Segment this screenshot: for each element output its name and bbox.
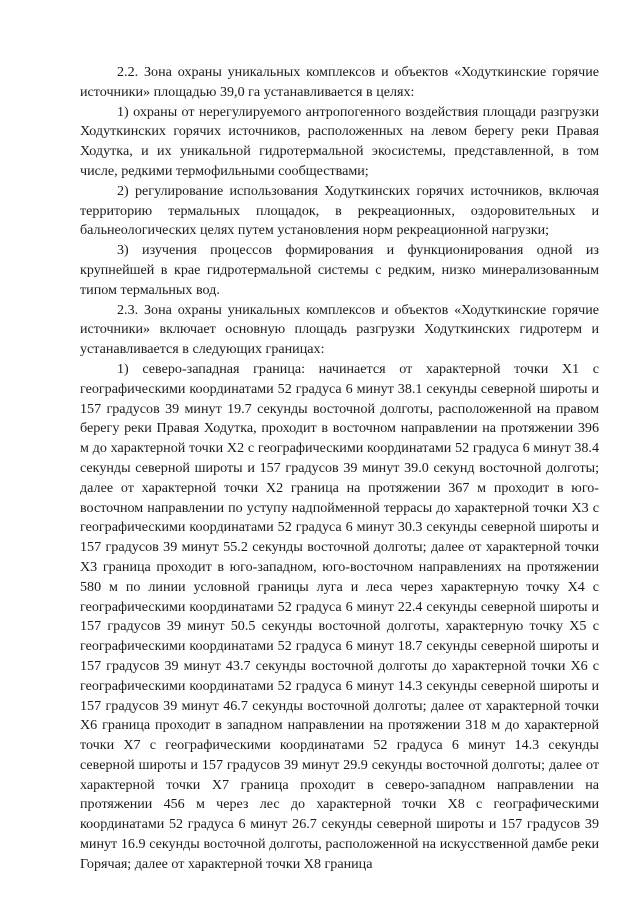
list-item-3: 3) изучения процессов формирования и функционирования одной из крупнейшей в крае гидротермальной системы с редким, низко минерализованным типом термальных вод. (80, 242, 599, 298)
list-item-2: 2) регулирование использования Ходуткинских горячих источников, включая территорию термальных площадок, в рекреационных, оздоровительных и бальнеологических целях путем установления норм рекреационной нагрузки; (80, 182, 599, 239)
list-item-1: 1) охраны от нерегулируемого антропогенного воздействия площади разгрузки Ходуткинских горячих источников, расположенных на левом берегу реки Правая Ходутка, и их уникальной гидротермальной экосистемы, представленной, в том числе, редкими термофильными сообществами; (80, 103, 599, 179)
document-body (80, 63, 599, 875)
section-2-2-intro: 2.2. Зона охраны уникальных комплексов и объектов «Ходуткинские горячие источники» площадью 39,0 га устанавливается в целях: (80, 64, 599, 100)
boundary-description: 1) северо-западная граница: начинается от характерной точки Х1 с географическими координатами 52 градуса 6 минут 38.1 секунды северной широты и 157 градусов 39 минут 19.7 секунды восточной долготы, расположенной на правом берегу реки Правая Ходутка, проходит в восточном направлении на протяжении 396 м до характерной точки Х2 с географическими координатами 52 градуса 6 минут 38.4 секунды северной широты и 157 градусов 39 минут 39.0 секунд восточной долготы; далее от характерной точки Х2 граница на протяжении 367 м проходит в юго-восточном направлении по уступу надпойменной террасы до характерной точки Х3 с географическими координатами 52 градуса 6 минут 30.3 секунды северной широты и 157 градусов 39 минут 55.2 секунды восточной долготы; далее от характерной точки Х3 граница проходит в юго-западном, юго-восточном направлениях на протяжении 580 м по линии условной границы луга и леса через характерную точку Х4 с географическими координатами 52 градуса 6 минут 22.4 секунды северной широты и 157 градусов 39 минут 50.5 секунды восточной долготы, характерную точку Х5 с географическими координатами 52 градуса 6 минут 18.7 секунды северной широты и 157 градусов 39 минут 43.7 секунды восточной долготы до характерной точки Х6 с географическими координатами 52 градуса 6 минут 14.3 секунды северной широты и 157 градусов 39 минут 46.7 секунды восточной долготы; далее от характерной точки Х6 граница проходит в западном направлении на протяжении 318 м до характерной точки Х7 с географическими координатами 52 градуса 6 минут 14.3 секунды северной широты и 157 градусов 39 минут 29.9 секунды восточной долготы; далее от характерной точки Х7 граница проходит в северо-западном направлении на протяжении 456 м через лес до характерной точки Х8 с географическими координатами 52 градуса 6 минут 26.7 секунды северной широты и 157 градусов 39 минут 16.9 секунды восточной долготы, расположенной на искусственной дамбе реки Горячая; далее от характерной точки Х8 граница (80, 360, 599, 872)
section-2-3-intro: 2.3. Зона охраны уникальных комплексов и объектов «Ходуткинские горячие источники» включает основную площадь разгрузки Ходуткинских гидротерм и устанавливается в следующих границах: (80, 301, 599, 358)
